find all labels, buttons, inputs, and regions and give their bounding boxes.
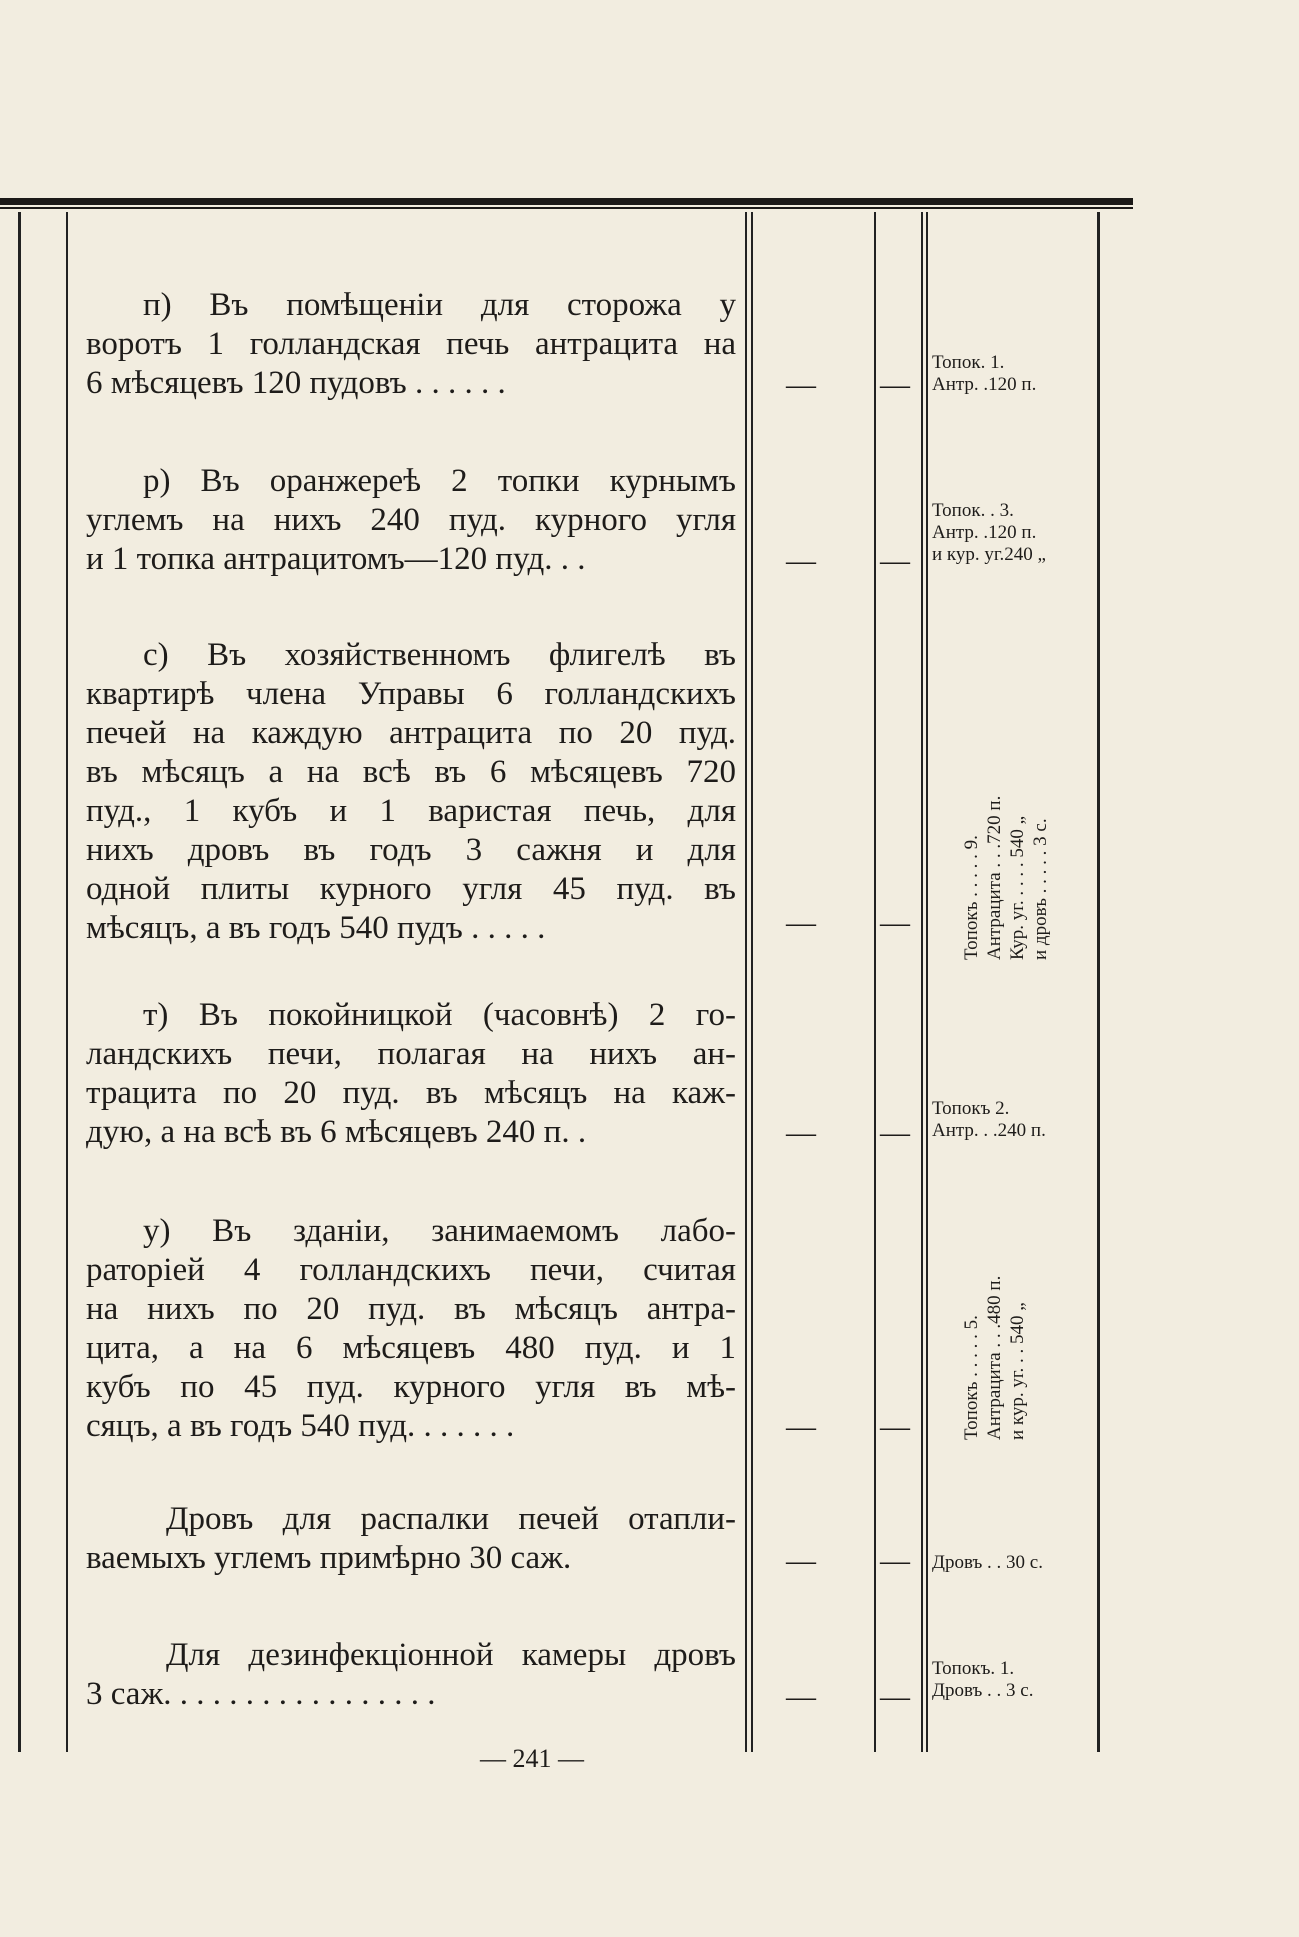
entry-line: воротъ 1 голландская печь антрацита на — [86, 326, 736, 362]
dash-col1: — — [786, 1544, 816, 1577]
dash-col2: — — [880, 906, 910, 939]
page-number: — 241 — — [480, 1744, 584, 1773]
entry-line: дую, а на всѣ въ 6 мѣсяцевъ 240 п. . — [86, 1114, 587, 1150]
entry-line: т) Въ покойницкой (часовнѣ) 2 го- — [143, 997, 736, 1033]
note-t — [932, 1098, 1102, 1142]
entry-line: Для дезинфекціонной камеры дровъ — [166, 1637, 736, 1673]
entry-line: и 1 топка антрацитомъ—120 пуд. . . — [86, 541, 586, 577]
entry-t — [86, 996, 736, 1152]
dash-col1: — — [786, 1680, 816, 1713]
note-line: Дровъ . . 30 с. — [932, 1552, 1043, 1573]
entry-line: углемъ на нихъ 240 пуд. курного угля — [86, 502, 736, 538]
column-divider-3b — [926, 212, 928, 1752]
column-divider-1b — [751, 212, 753, 1752]
entry-line: одной плиты курного угля 45 пуд. въ — [86, 871, 736, 907]
top-thick-rule — [0, 198, 1133, 205]
entry-line: раторіей 4 голландскихъ печи, считая — [86, 1252, 736, 1288]
note-line: и кур. уг. . . 540 „ — [1007, 1302, 1028, 1440]
note-line: Антр. .120 п. — [932, 374, 1037, 395]
table-right-border — [1097, 212, 1100, 1752]
note-line: Кур. уг. . . . . 540 „ — [1007, 815, 1028, 960]
note-v — [932, 1552, 1102, 1574]
dash-col1: — — [786, 544, 816, 577]
dash-col2: — — [880, 1410, 910, 1443]
dash-col1: — — [786, 906, 816, 939]
entry-r — [86, 462, 736, 579]
entry-line: трацита по 20 пуд. въ мѣсяцъ на каж- — [86, 1075, 736, 1111]
note-line: Топок. 1. — [932, 352, 1005, 373]
note-p — [932, 352, 1102, 396]
dash-col2: — — [880, 1116, 910, 1149]
dash-col1: — — [786, 1410, 816, 1443]
entry-w — [86, 1636, 736, 1714]
column-divider-text — [66, 212, 68, 1752]
note-line: и кур. уг.240 „ — [932, 544, 1046, 565]
column-divider-1 — [745, 212, 747, 1752]
entry-u — [86, 1212, 736, 1446]
note-line: Топокъ. 1. — [932, 1658, 1015, 1679]
column-divider-2 — [874, 212, 876, 1752]
note-line: Топок. . 3. — [932, 500, 1014, 521]
note-w — [932, 1658, 1102, 1702]
note-line: Топокъ . . . . . 5. — [961, 1315, 982, 1440]
entry-line: сяцъ, а въ годъ 540 пуд. . . . . . . — [86, 1408, 515, 1444]
note-line: Антр. .120 п. — [932, 522, 1037, 543]
entry-line: у) Въ зданіи, занимаемомъ лабо- — [143, 1213, 736, 1249]
dash-col2: — — [880, 544, 910, 577]
entry-line: кубъ по 45 пуд. курного угля въ мѣ- — [86, 1369, 736, 1405]
entry-line: квартирѣ члена Управы 6 голландскихъ — [86, 676, 736, 712]
note-line: Антрацита . . .480 п. — [984, 1275, 1005, 1440]
note-line: Дровъ . . 3 с. — [932, 1680, 1034, 1701]
entry-line: п) Въ помѣщеніи для сторожа у — [143, 287, 736, 323]
entry-line: печей на каждую антрацита по 20 пуд. — [86, 715, 736, 751]
table-left-border — [18, 212, 21, 1752]
entry-line: на нихъ по 20 пуд. въ мѣсяцъ антра- — [86, 1291, 736, 1327]
top-thin-rule — [0, 207, 1133, 209]
entry-line: ваемыхъ углемъ примѣрно 30 саж. — [86, 1540, 572, 1576]
entry-s — [86, 636, 736, 948]
entry-line: нихъ дровъ въ годъ 3 сажня и для — [86, 832, 736, 868]
column-divider-3 — [921, 212, 923, 1752]
dash-col2: — — [880, 1544, 910, 1577]
entry-p — [86, 286, 736, 403]
note-line: Топокъ 2. — [932, 1098, 1010, 1119]
entry-line: 6 мѣсяцевъ 120 пудовъ . . . . . . — [86, 365, 506, 401]
note-line: Антр. . .240 п. — [932, 1120, 1046, 1141]
dash-col1: — — [786, 1116, 816, 1149]
entry-line: ландскихъ печи, полагая на нихъ ан- — [86, 1036, 736, 1072]
entry-v — [86, 1500, 736, 1578]
entry-line: мѣсяцъ, а въ годъ 540 пудъ . . . . . — [86, 910, 546, 946]
dash-col1: — — [786, 368, 816, 401]
dash-col2: — — [880, 368, 910, 401]
note-line: Антрацита . . .720 п. — [984, 795, 1005, 960]
entry-line: цита, а на 6 мѣсяцевъ 480 пуд. и 1 — [86, 1330, 736, 1366]
dash-col2: — — [880, 1680, 910, 1713]
entry-line: Дровъ для распалки печей отапли- — [166, 1501, 736, 1537]
note-line: Топокъ . . . . . 9. — [961, 835, 982, 960]
entry-line: с) Въ хозяйственномъ флигелѣ въ — [143, 637, 736, 673]
entry-line: пуд., 1 кубъ и 1 варистая печь, для — [86, 793, 736, 829]
note-u — [960, 1276, 1029, 1440]
entry-line: въ мѣсяцъ а на всѣ въ 6 мѣсяцевъ 720 — [86, 754, 736, 790]
note-s — [960, 796, 1052, 960]
note-r — [932, 500, 1102, 566]
entry-line: р) Въ оранжереѣ 2 топки курнымъ — [143, 463, 736, 499]
note-line: и дровъ . . . . . 3 с. — [1030, 818, 1051, 960]
entry-line: 3 саж. . . . . . . . . . . . . . . . . — [86, 1676, 436, 1712]
